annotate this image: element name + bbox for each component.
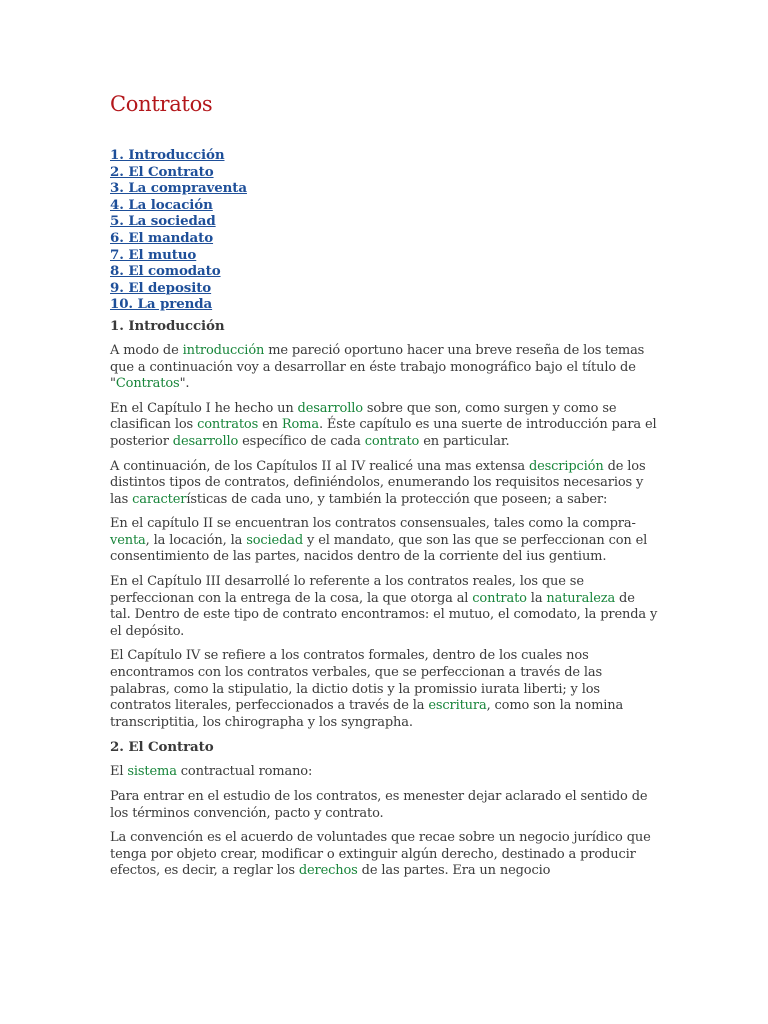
toc-link[interactable]: 4. La locación: [110, 196, 213, 213]
text-run: A continuación, de los Capítulos II al IV realicé una mas extensa: [110, 458, 529, 474]
keyword-link[interactable]: caracter: [132, 491, 187, 507]
toc-item: [110, 196, 658, 213]
toc-item: [110, 246, 658, 263]
keyword-link[interactable]: Roma: [281, 417, 319, 433]
text-run: La convención es el acuerdo de voluntades que recae sobre un negocio jurídico que tenga por objeto crear, modificar o extinguir algún derecho, destinado a producir efectos, es decir, a reglar los: [110, 830, 651, 879]
keyword-link[interactable]: contrato: [364, 433, 420, 449]
text-run: la: [526, 590, 547, 606]
text-run: ".: [179, 376, 190, 392]
toc-link[interactable]: 9. El deposito: [110, 279, 212, 296]
keyword-link[interactable]: desarrollo: [297, 400, 363, 416]
toc-link[interactable]: 7. El mutuo: [110, 246, 197, 263]
toc-item: [110, 146, 658, 163]
section-introduccion: [110, 318, 658, 731]
text-run: en particular.: [419, 433, 510, 449]
keyword-link[interactable]: descripción: [528, 458, 604, 474]
toc-link[interactable]: 5. La sociedad: [110, 213, 216, 230]
document-page: [110, 88, 658, 888]
text-run: de los distintos tipos de contratos, definiéndolos, enumerando los requisitos necesarios y las: [110, 458, 646, 507]
text-run: . Éste capítulo es una suerte de introducción para el posterior: [110, 417, 657, 449]
paragraph: [110, 574, 658, 640]
keyword-link[interactable]: derechos: [298, 863, 358, 879]
text-run: Para entrar en el estudio de los contratos, es menester dejar aclarado el sentido de los términos convención, pacto y contrato.: [110, 789, 648, 821]
keyword-link[interactable]: sociedad: [246, 532, 304, 548]
text-run: y el mandato, que son las que se perfeccionan con el consentimiento de las partes, nacidos dentro de la corriente del ius gentium.: [110, 532, 648, 565]
toc-item: [110, 279, 658, 296]
toc-item: [110, 212, 658, 229]
text-run: En el Capítulo III desarrollé lo referente a los contratos reales, los que se perfeccionan con la entrega de la cosa, la que otorga al: [110, 574, 584, 606]
text-run: en: [258, 417, 282, 433]
paragraph: [110, 764, 658, 781]
keyword-link[interactable]: introducción: [182, 342, 265, 358]
toc-item: [110, 163, 658, 180]
toc-item: [110, 179, 658, 196]
section-heading: 1. Introducción: [110, 317, 225, 334]
keyword-link[interactable]: naturaleza: [546, 590, 616, 606]
text-run: específico de cada: [238, 433, 365, 449]
text-run: sobre que son, como surgen y como se clasifican los: [110, 400, 617, 433]
text-run: En el Capítulo I he hecho un: [110, 400, 298, 416]
toc-link[interactable]: 8. El comodato: [110, 263, 221, 280]
text-run: contractual romano:: [176, 764, 313, 780]
text-run: ísticas de cada uno, y también la protección que poseen; a saber:: [186, 491, 608, 507]
toc-link[interactable]: 10. La prenda: [110, 296, 213, 313]
section-heading: 2. El Contrato: [110, 739, 214, 756]
text-run: me pareció oportuno hacer una breve reseña de los temas que a continuación voy a desarrollar en éste trabajo monográfico bajo el título de ": [110, 342, 645, 392]
paragraph: [110, 343, 658, 393]
paragraph: [110, 830, 658, 880]
toc-link[interactable]: 2. El Contrato: [110, 163, 214, 180]
keyword-link[interactable]: desarrollo: [172, 433, 239, 449]
paragraph: [110, 401, 658, 451]
toc-link[interactable]: 6. El mandato: [110, 229, 214, 246]
paragraph: [110, 648, 658, 731]
document-title: Contratos: [110, 92, 213, 116]
toc-item: [110, 229, 658, 246]
text-run: El Capítulo IV se refiere a los contratos formales, dentro de los cuales nos encontramos con los contratos verbales, que se perfeccionan a través de las palabras, como la stipulatio, la dictio dotis y la promissio iurata liberti; y los contratos literales, perfeccionados a través de la: [110, 648, 603, 714]
text-run: El: [110, 764, 128, 780]
paragraph: [110, 516, 658, 566]
toc-item: [110, 295, 658, 312]
keyword-link[interactable]: Contratos: [115, 376, 180, 392]
keyword-link[interactable]: contratos: [197, 417, 259, 433]
text-run: , como son la nomina transcriptitia, los chirographa y los syngrapha.: [110, 698, 624, 730]
text-run: En el capítulo II se encuentran los contratos consensuales, tales como la compra-: [110, 516, 636, 532]
keyword-link[interactable]: escritura: [428, 698, 487, 714]
text-run: de las partes. Era un negocio: [357, 863, 551, 879]
section-el-contrato: [110, 739, 658, 880]
text-run: , la locación, la: [145, 532, 247, 548]
keyword-link[interactable]: contrato: [472, 590, 527, 606]
text-run: de tal. Dentro de este tipo de contrato encontramos: el mutuo, el comodato, la prenda y el depósito.: [110, 590, 658, 639]
keyword-link[interactable]: sistema: [127, 764, 177, 780]
keyword-link[interactable]: venta: [110, 532, 146, 548]
toc-item: [110, 262, 658, 279]
paragraph: [110, 789, 658, 822]
toc-link[interactable]: 3. La compraventa: [110, 180, 247, 197]
paragraph: [110, 459, 658, 509]
table-of-contents: [110, 146, 658, 312]
toc-link[interactable]: 1. Introducción: [110, 147, 225, 163]
text-run: A modo de: [110, 342, 183, 358]
